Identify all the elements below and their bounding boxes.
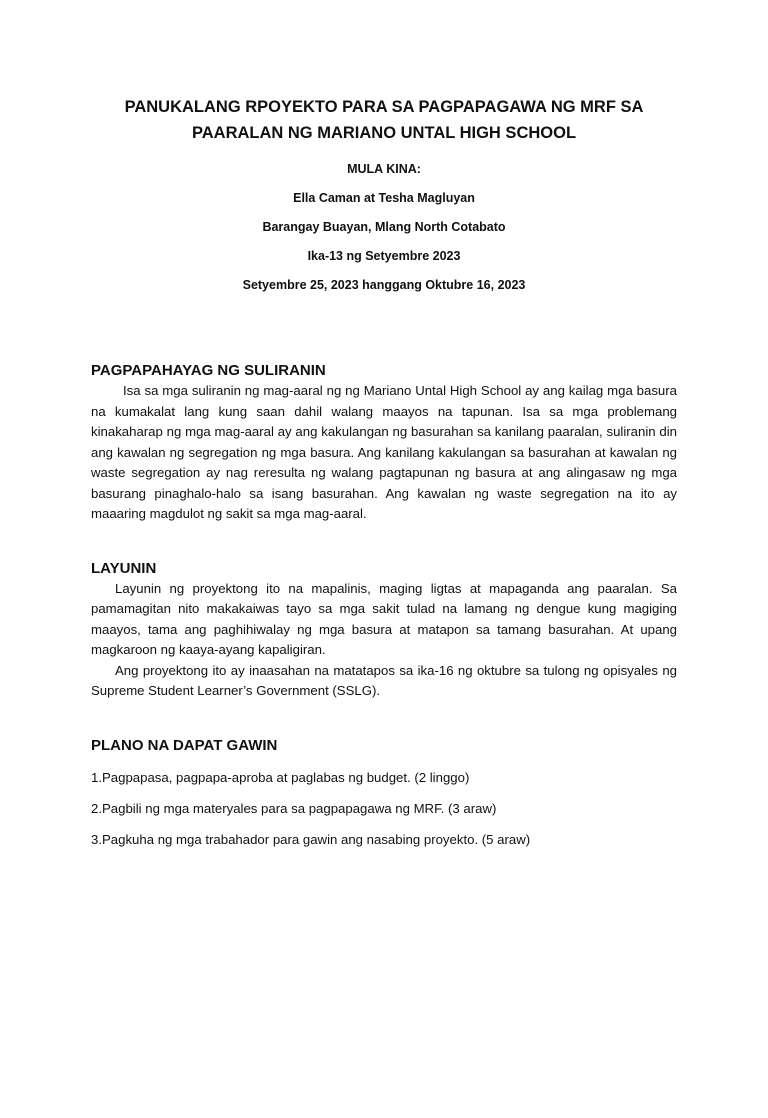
objective-heading: LAYUNIN (91, 559, 157, 577)
document-title (91, 94, 677, 146)
problem-paragraph: Isa sa mga suliranin ng mag-aaral ng ng Mariano Untal High School ay ang kailag mga basura na kumakalat lang kung saan dahil walang maayos na tapunan. Isa sa mga problemang kinakaharap ng mga mag-aaral ay ang kakulangan ng basurahan sa kanilang paaralan, suliranin din ang kawalan ng segregation ng mga basura. Ang kanilang kakulangan sa basurahan at kawalan ng waste segregation ay nag reresulta ng walang pagtapunan ng basura at ang alingasaw ng mga basurang pinaghalo-halo sa isang basurahan. Ang kawalan ng waste segregation na ito ay maaaring magdulot ng sakit sa mga mag-aaral. (91, 383, 677, 521)
proposal-meta (91, 161, 677, 293)
location: Barangay Buayan, Mlang North Cotabato (262, 220, 506, 234)
authors: Ella Caman at Tesha Magluyan (293, 191, 475, 205)
from-label: MULA KINA: (347, 162, 421, 176)
duration: Setyembre 25, 2023 hanggang Oktubre 16, 2023 (242, 278, 526, 292)
title-line-2: PAARALAN NG MARIANO UNTAL HIGH SCHOOL (191, 124, 577, 142)
plan-item-1: 1.Pagpapasa, pagpapa-aproba at paglabas ng budget. (2 linggo) (91, 769, 470, 785)
plan-list (91, 768, 677, 850)
problem-heading: PAGPAPAHAYAG NG SULIRANIN (91, 362, 326, 379)
objective-paragraph-2: Ang proyektong ito ay inaasahan na matatapos sa ika-16 ng oktubre sa tulong ng opisyales ng Supreme Student Learner’s Government (SSLG). (91, 662, 677, 698)
document-page (0, 94, 768, 1118)
plan-item-3: 3.Pagkuha ng mga trabahador para gawin ang nasabing proyekto. (5 araw) (91, 831, 531, 847)
plan-item-2: 2.Pagbili ng mga materyales para sa pagpapagawa ng MRF. (3 araw) (91, 800, 497, 816)
date: Ika-13 ng Setyembre 2023 (307, 249, 461, 263)
title-line-1: PANUKALANG RPOYEKTO PARA SA PAGPAPAGAWA NG MRF SA (124, 98, 644, 116)
plan-heading: PLANO NA DAPAT GAWIN (91, 736, 278, 754)
objective-paragraph-1: Layunin ng proyektong ito na mapalinis, maging ligtas at mapaganda ang paaralan. Sa pamamagitan nito makakaiwas tayo sa mga sakit tulad na lamang ng dengue kung magiging maayos, tama ang paghihiwalay ng mga basura at matapon sa tamang basurahan. At upang magkaroon ng kaaya-ayang kapaligiran. (91, 580, 677, 657)
